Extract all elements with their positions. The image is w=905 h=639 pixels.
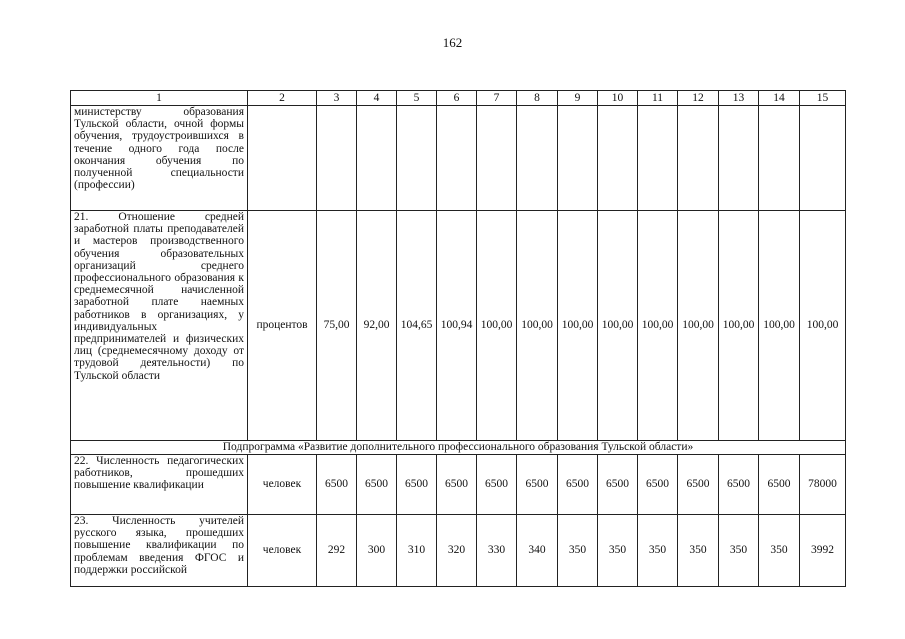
indicators-table xyxy=(70,90,846,587)
column-header: 6 xyxy=(437,91,477,106)
empty-cell xyxy=(598,106,638,211)
empty-cell xyxy=(397,106,437,211)
column-header: 12 xyxy=(678,91,719,106)
value-cell: 6500 xyxy=(517,455,558,515)
value-cell: 100,00 xyxy=(598,211,638,441)
value-cell: 350 xyxy=(678,515,719,587)
table-row-continued xyxy=(71,106,846,211)
empty-cell xyxy=(317,106,357,211)
value-cell: 100,00 xyxy=(800,211,846,441)
empty-cell xyxy=(638,106,678,211)
column-header: 13 xyxy=(719,91,759,106)
table-row-22 xyxy=(71,455,846,515)
unit-cell: человек xyxy=(248,455,317,515)
value-cell: 6500 xyxy=(759,455,800,515)
column-header: 9 xyxy=(558,91,598,106)
value-cell: 6500 xyxy=(397,455,437,515)
value-cell: 3992 xyxy=(800,515,846,587)
empty-cell xyxy=(719,106,759,211)
value-cell: 350 xyxy=(638,515,678,587)
value-cell: 350 xyxy=(558,515,598,587)
column-header: 7 xyxy=(477,91,517,106)
table-row-23 xyxy=(71,515,846,587)
column-header: 8 xyxy=(517,91,558,106)
value-cell: 6500 xyxy=(317,455,357,515)
empty-cell xyxy=(477,106,517,211)
value-cell: 6500 xyxy=(719,455,759,515)
value-cell: 350 xyxy=(719,515,759,587)
column-header: 3 xyxy=(317,91,357,106)
indicator-name: министерству образования Тульской области, очной формы обучения, трудоустроившихся в течение одного года после окончания обучения по полученной специальности (профессии) xyxy=(71,106,248,211)
empty-cell xyxy=(800,106,846,211)
value-cell: 292 xyxy=(317,515,357,587)
column-header: 5 xyxy=(397,91,437,106)
empty-cell xyxy=(437,106,477,211)
empty-cell xyxy=(678,106,719,211)
value-cell: 100,00 xyxy=(759,211,800,441)
column-header: 11 xyxy=(638,91,678,106)
value-cell: 350 xyxy=(759,515,800,587)
indicator-name: 23. Численность учителей русского языка, прошедших повышение квалификации по проблемам введения ФГОС и поддержки российской xyxy=(71,515,248,587)
value-cell: 330 xyxy=(477,515,517,587)
column-header: 2 xyxy=(248,91,317,106)
subprogram-title: Подпрограмма «Развитие дополнительного профессионального образования Тульской области» xyxy=(71,441,846,455)
table-header-row xyxy=(71,91,846,106)
value-cell: 340 xyxy=(517,515,558,587)
value-cell: 350 xyxy=(598,515,638,587)
value-cell: 92,00 xyxy=(357,211,397,441)
value-cell: 6500 xyxy=(678,455,719,515)
value-cell: 104,65 xyxy=(397,211,437,441)
empty-cell xyxy=(558,106,598,211)
value-cell: 6500 xyxy=(357,455,397,515)
value-cell: 6500 xyxy=(477,455,517,515)
empty-cell xyxy=(759,106,800,211)
value-cell: 320 xyxy=(437,515,477,587)
value-cell: 100,94 xyxy=(437,211,477,441)
indicator-name: 22. Численность педагогических работников, прошедших повышение квалификации xyxy=(71,455,248,515)
empty-cell xyxy=(357,106,397,211)
value-cell: 310 xyxy=(397,515,437,587)
column-header: 14 xyxy=(759,91,800,106)
value-cell: 100,00 xyxy=(517,211,558,441)
column-header: 15 xyxy=(800,91,846,106)
value-cell: 300 xyxy=(357,515,397,587)
value-cell: 78000 xyxy=(800,455,846,515)
column-header: 4 xyxy=(357,91,397,106)
page-number: 162 xyxy=(442,35,463,50)
column-header: 10 xyxy=(598,91,638,106)
value-cell: 100,00 xyxy=(678,211,719,441)
empty-cell xyxy=(248,106,317,211)
value-cell: 6500 xyxy=(558,455,598,515)
unit-cell: человек xyxy=(248,515,317,587)
unit-cell: процентов xyxy=(248,211,317,441)
indicator-name: 21. Отношение средней заработной платы преподавателей и мастеров производственного обучения образовательных организаций среднего профессионального образования к среднемесячной начисленной заработной плате наемных работников в организациях, у индивидуальных предпринимателей и физических лиц (среднемесячному доходу от трудовой деятельности) по Тульской области xyxy=(71,211,248,441)
value-cell: 100,00 xyxy=(558,211,598,441)
value-cell: 75,00 xyxy=(317,211,357,441)
value-cell: 100,00 xyxy=(719,211,759,441)
subprogram-row xyxy=(71,441,846,455)
table-row-21 xyxy=(71,211,846,441)
value-cell: 6500 xyxy=(437,455,477,515)
value-cell: 100,00 xyxy=(638,211,678,441)
value-cell: 6500 xyxy=(598,455,638,515)
column-header: 1 xyxy=(71,91,248,106)
empty-cell xyxy=(517,106,558,211)
value-cell: 100,00 xyxy=(477,211,517,441)
value-cell: 6500 xyxy=(638,455,678,515)
